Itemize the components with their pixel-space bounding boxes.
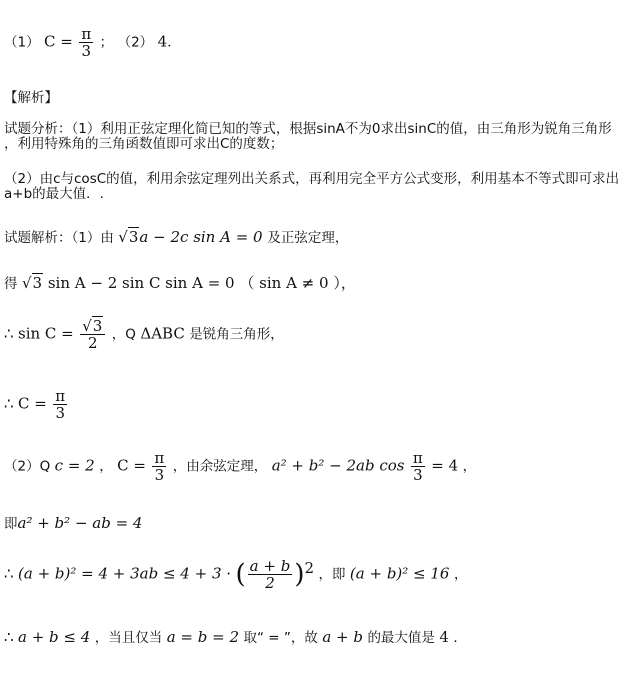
step3-frac-den: 2 [87, 334, 98, 352]
sqrt-icon: √ [21, 274, 32, 292]
answer-part2-label: （2） [117, 34, 154, 51]
step7-frac-den: 2 [265, 574, 275, 592]
solution-step-1 [4, 226, 348, 246]
step3-fraction [80, 318, 105, 351]
answer-fraction [79, 26, 93, 59]
step6-prefix: 即 [4, 516, 18, 532]
solution-step-7 [4, 558, 467, 591]
step5-frac-den: 3 [154, 466, 165, 484]
solution-step-6 [4, 512, 142, 532]
solution-step-2 [4, 272, 356, 293]
step8-take: 取“ = ”，故 [243, 630, 318, 646]
step3-mid: ，Q [111, 326, 136, 343]
step8-ab: a + b [322, 628, 363, 646]
answer-part2-value: 4 [157, 32, 168, 51]
solution-step-4 [4, 388, 69, 421]
step5-C: C = [117, 456, 146, 475]
step1-suffix: 及正弦定理， [267, 230, 349, 246]
answer-frac-den: 3 [81, 42, 92, 60]
analysis-line-3: （2）由c与cosC的值，利用余弦定理列出关系式，再利用完全平方公式变形，利用基本不等式即可求出 [4, 171, 620, 187]
answer-separator: ； [99, 34, 114, 51]
step5-c: c = 2 [54, 456, 95, 475]
answer-line [4, 26, 181, 59]
step8-ineq: a + b ≤ 4 [18, 628, 91, 646]
step7-lhs: (a + b)² = 4 + 3ab ≤ 4 + 3 · [18, 564, 232, 583]
step7-rhs: (a + b)² ≤ 16 [349, 564, 450, 583]
step5-fraction [152, 450, 166, 483]
step8-eq: a = b = 2 [166, 628, 240, 646]
step3-sinc: sin C = [18, 324, 74, 343]
step1-math-rest: − 2c sin A = 0 [153, 228, 263, 246]
answer-end: ． [167, 34, 181, 51]
step2-math-rest: sin A − 2 sin C sin A = 0 [47, 274, 235, 292]
step5-comma: ， [99, 458, 113, 475]
step5-eq-frac-num: π [412, 449, 423, 467]
step5-end: ， [462, 458, 477, 475]
answer-frac-num: π [81, 25, 92, 43]
step5-eq-fraction [411, 450, 425, 483]
step8-tail: 的最大值是 [367, 630, 435, 646]
step8-value: 4 [439, 628, 449, 646]
step5-eq-a: a² + b² − 2ab cos [271, 456, 405, 475]
step7-fraction [248, 558, 293, 591]
step7-square: 2 [304, 558, 315, 577]
analysis-line-4: a+b的最大值．. [4, 186, 104, 202]
step1-prefix: 试题解析：（1）由 [4, 230, 114, 246]
step8-end: ． [453, 630, 467, 646]
therefore-icon: ∴ [4, 394, 14, 413]
therefore-icon: ∴ [4, 324, 14, 343]
step4-c: C = [18, 394, 47, 413]
step2-prefix: 得 [4, 276, 18, 292]
sqrt-icon: √ [82, 317, 92, 335]
step3-frac-num: √3 [80, 318, 105, 335]
step3-suffix: 是锐角三角形， [189, 326, 284, 343]
left-paren-icon: ( [235, 559, 246, 590]
step3-triangle: ΔABC [140, 324, 185, 343]
step2-math: √3 sin A − 2 sin C sin A = 0 [21, 274, 235, 292]
step2-paren: （ sin A ≠ 0 ）， [239, 274, 356, 292]
solution-step-8 [4, 626, 467, 646]
step7-mid: ，即 [318, 566, 346, 583]
step4-fraction [53, 388, 67, 421]
step5-frac-num: π [154, 449, 165, 467]
step5-mid: ，由余弦定理， [172, 458, 268, 475]
solution-step-3 [4, 318, 284, 351]
section-heading: 【解析】 [4, 90, 58, 106]
solution-step-5 [4, 450, 476, 483]
step4-frac-den: 3 [55, 404, 65, 422]
step4-frac-num: π [55, 387, 66, 405]
step6-eq: a² + b² − ab = 4 [17, 514, 143, 532]
analysis-line-2: ，利用特殊角的三角函数值即可求出C的度数； [4, 136, 284, 152]
step7-end: ， [453, 566, 468, 583]
step5-eq-end: = 4 [431, 456, 459, 475]
therefore-icon: ∴ [4, 564, 14, 583]
answer-c-eq: C = [44, 32, 73, 51]
step5-prefix: （2）Q [4, 458, 51, 475]
answer-part1-label: （1） [4, 34, 40, 51]
therefore-icon: ∴ [4, 628, 14, 646]
right-paren-icon: ) [294, 559, 305, 590]
sqrt-icon: √ [118, 228, 128, 246]
step8-mid: ，当且仅当 [94, 630, 163, 646]
step7-frac-num: a + b [249, 557, 291, 575]
step5-eq-frac-den: 3 [413, 466, 423, 484]
step1-math: √3a − 2c sin A = 0 [118, 228, 263, 246]
analysis-line-1: 试题分析：（1）利用正弦定理化简已知的等式，根据sinA不为0求出sinC的值，由三角形为锐角三角形 [4, 121, 612, 137]
